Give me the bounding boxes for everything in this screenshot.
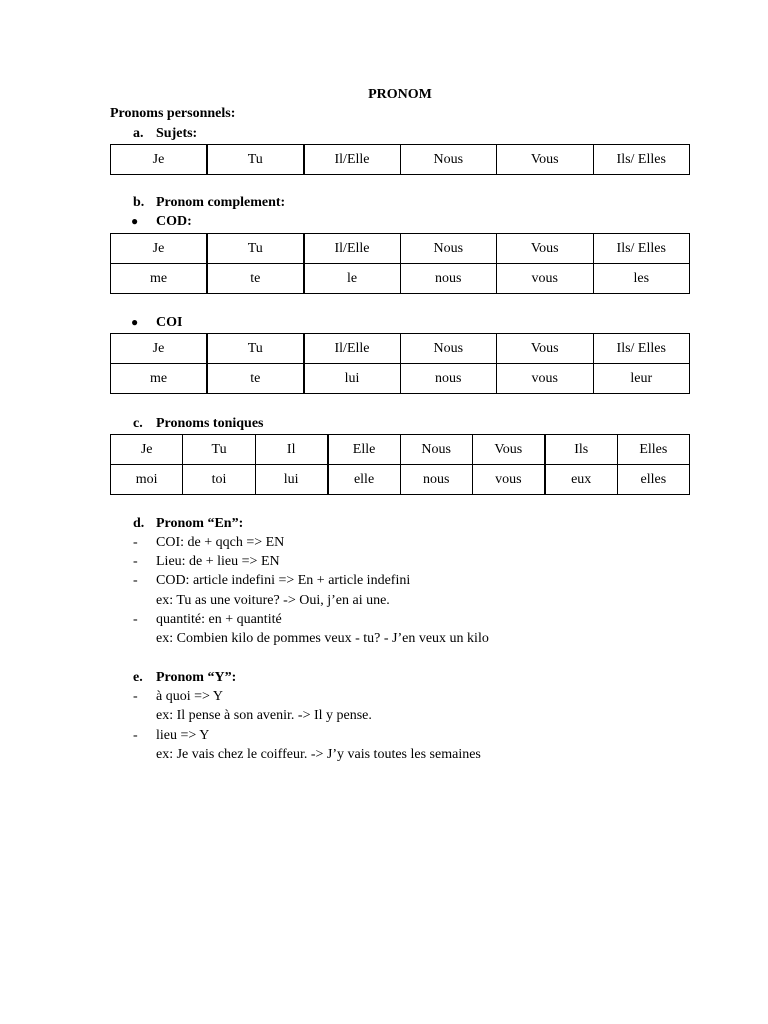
list-marker-d: d.	[133, 516, 145, 531]
table-cell: Elle	[328, 435, 400, 465]
table-cell: me	[111, 364, 208, 394]
dash-marker: -	[133, 612, 138, 627]
en-item: COD: article indefini => En + article indefini	[156, 573, 411, 588]
table-cell: Je	[111, 234, 208, 264]
y-label: Pronom “Y”:	[156, 670, 237, 685]
en-example: ex: Combien kilo de pommes veux - tu? - J’en veux un kilo	[156, 631, 489, 646]
table-cell: Tu	[207, 145, 304, 175]
table-row	[111, 364, 690, 394]
list-marker-c: c.	[133, 416, 143, 431]
table-cell: nous	[400, 465, 472, 495]
table-cell: les	[593, 264, 690, 294]
toniques-label: Pronoms toniques	[156, 416, 264, 431]
table-cell: Tu	[207, 234, 304, 264]
table-row	[111, 234, 690, 264]
table-cell: Nous	[400, 334, 497, 364]
dash-marker: -	[133, 554, 138, 569]
en-item: Lieu: de + lieu => EN	[156, 554, 280, 569]
en-item: COI: de + qqch => EN	[156, 535, 285, 550]
table-cell: Nous	[400, 435, 472, 465]
table-cell: leur	[593, 364, 690, 394]
table-cell: Je	[111, 435, 183, 465]
y-item: lieu => Y	[156, 728, 210, 743]
table-row	[111, 334, 690, 364]
table-cell: te	[207, 264, 304, 294]
table-cell: Il/Elle	[304, 234, 401, 264]
table-cell: Vous	[472, 435, 544, 465]
list-marker-a: a.	[133, 126, 144, 141]
table-cell: Il/Elle	[304, 145, 401, 175]
list-marker-b: b.	[133, 195, 145, 210]
bullet-icon: ●	[131, 315, 139, 329]
table-cell: Vous	[497, 334, 594, 364]
table-cell: elles	[617, 465, 689, 495]
table-cell: nous	[400, 364, 497, 394]
table-cell: Tu	[207, 334, 304, 364]
table-cell: elle	[328, 465, 400, 495]
dash-marker: -	[133, 728, 138, 743]
table-cell: me	[111, 264, 208, 294]
en-item: quantité: en + quantité	[156, 612, 282, 627]
coi-table	[110, 333, 690, 394]
table-cell: Tu	[183, 435, 255, 465]
dash-marker: -	[133, 573, 138, 588]
table-cell: Ils/ Elles	[593, 334, 690, 364]
table-cell: Je	[111, 145, 208, 175]
bullet-icon: ●	[131, 214, 139, 228]
table-cell: moi	[111, 465, 183, 495]
table-cell: Ils	[545, 435, 617, 465]
table-cell: Nous	[400, 145, 497, 175]
y-item: à quoi => Y	[156, 689, 223, 704]
table-cell: Vous	[497, 145, 594, 175]
table-cell: toi	[183, 465, 255, 495]
table-row	[111, 465, 690, 495]
page-title: PRONOM	[368, 87, 432, 102]
table-cell: te	[207, 364, 304, 394]
y-example: ex: Il pense à son avenir. -> Il y pense.	[156, 708, 372, 723]
en-label: Pronom “En”:	[156, 516, 244, 531]
section-heading: Pronoms personnels:	[110, 106, 236, 121]
table-cell: Elles	[617, 435, 689, 465]
y-example: ex: Je vais chez le coiffeur. -> J’y vais toutes les semaines	[156, 747, 481, 762]
toniques-table	[110, 434, 690, 495]
dash-marker: -	[133, 535, 138, 550]
coi-label: COI	[156, 315, 183, 330]
table-cell: Ils/ Elles	[593, 145, 690, 175]
table-cell: vous	[497, 264, 594, 294]
table-cell: Nous	[400, 234, 497, 264]
table-row	[111, 435, 690, 465]
table-cell: lui	[304, 364, 401, 394]
cod-label: COD:	[156, 214, 192, 229]
table-cell: le	[304, 264, 401, 294]
table-cell: lui	[255, 465, 327, 495]
table-cell: Il	[255, 435, 327, 465]
table-cell: eux	[545, 465, 617, 495]
table-cell: Je	[111, 334, 208, 364]
cod-table	[110, 233, 690, 294]
table-cell: vous	[472, 465, 544, 495]
table-cell: Il/Elle	[304, 334, 401, 364]
table-row	[111, 264, 690, 294]
sujets-table	[110, 144, 690, 175]
table-row	[111, 145, 690, 175]
table-cell: nous	[400, 264, 497, 294]
sujets-label: Sujets:	[156, 126, 198, 141]
list-marker-e: e.	[133, 670, 143, 685]
dash-marker: -	[133, 689, 138, 704]
table-cell: vous	[497, 364, 594, 394]
en-example: ex: Tu as une voiture? -> Oui, j’en ai une.	[156, 593, 390, 608]
complement-label: Pronom complement:	[156, 195, 286, 210]
table-cell: Vous	[497, 234, 594, 264]
table-cell: Ils/ Elles	[593, 234, 690, 264]
